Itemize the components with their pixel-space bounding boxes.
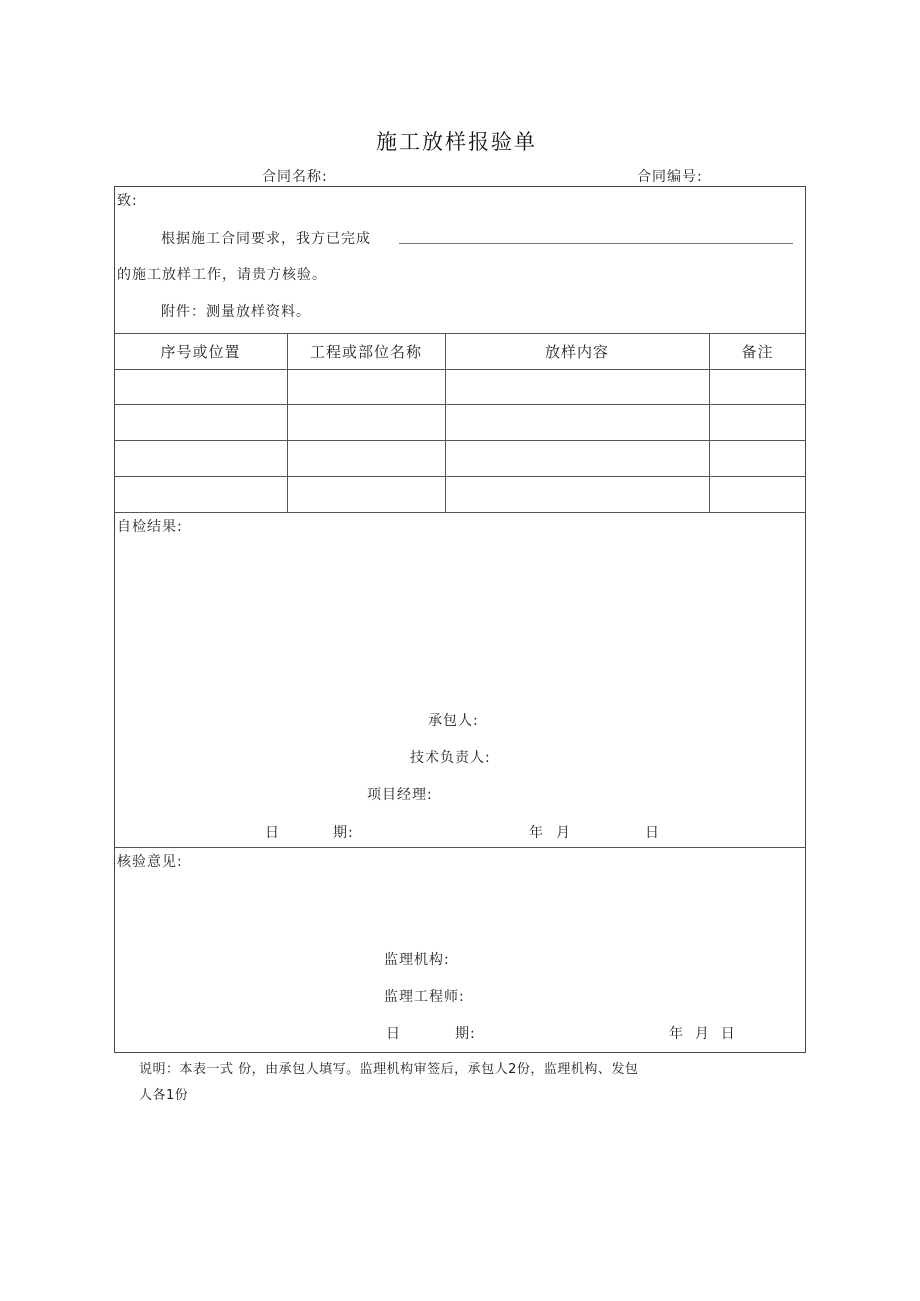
table-cell[interactable] [446,370,708,404]
table-bottom-border [114,512,806,513]
table-cell[interactable] [446,477,708,511]
note-line-2: 人各1份 [139,1088,189,1103]
self-check-label: 自检结果: [117,519,183,535]
verification-ymd: 年 月 日 [669,1026,736,1042]
verification-date-qi: 期: [455,1026,476,1042]
verification-label: 核验意见: [117,854,183,870]
self-check-month: 月 [556,825,571,841]
verification-date-ri: 日 [386,1026,401,1042]
contract-no-label: 合同编号: [637,169,703,185]
self-check-day: 日 [645,825,660,841]
table-cell[interactable] [115,441,286,475]
attachment-line: 附件：测量放样资料。 [161,304,311,320]
table-cell[interactable] [710,441,805,475]
self-check-year: 年 [529,825,544,841]
document-title: 施工放样报验单 [376,130,537,154]
supervisor-engineer-label: 监理工程师: [384,989,465,1005]
tech-lead-label: 技术负责人: [410,750,491,766]
table-cell[interactable] [710,370,805,404]
supervisor-org-label: 监理机构: [384,952,450,968]
project-manager-label: 项目经理: [367,787,433,803]
table-cell[interactable] [446,441,708,475]
self-check-date-ri: 日 [265,825,280,841]
section-divider [114,847,806,848]
contract-name-label: 合同名称: [262,169,328,185]
contractor-label: 承包人: [428,713,479,729]
table-cell[interactable] [710,477,805,511]
verification-opinion-area[interactable] [115,874,804,940]
table-header-part-name: 工程或部位名称 [309,343,422,361]
table-cell[interactable] [115,405,286,439]
self-check-date-qi: 期: [333,825,354,841]
table-cell[interactable] [115,477,286,511]
table-cell[interactable] [288,370,444,404]
table-cell[interactable] [710,405,805,439]
addressee-label: 致: [117,193,138,209]
table-cell[interactable] [446,405,708,439]
table-header-remarks: 备注 [741,343,774,361]
table-cell[interactable] [115,370,286,404]
self-check-result-area[interactable] [115,540,804,700]
table-cell[interactable] [288,477,444,511]
note-line-1: 说明：本表一式 份，由承包人填写。监理机构审签后，承包人2份，监理机构、发包 [139,1062,639,1077]
table-cell[interactable] [288,441,444,475]
intro-line-1: 根据施工合同要求，我方已完成 [161,231,371,247]
intro-line-2: 的施工放样工作，请贵方核验。 [117,267,327,283]
table-cell[interactable] [288,405,444,439]
table-header-content: 放样内容 [544,343,609,361]
completed-item-blank[interactable] [399,243,793,244]
table-header-seq: 序号或位置 [160,343,241,361]
